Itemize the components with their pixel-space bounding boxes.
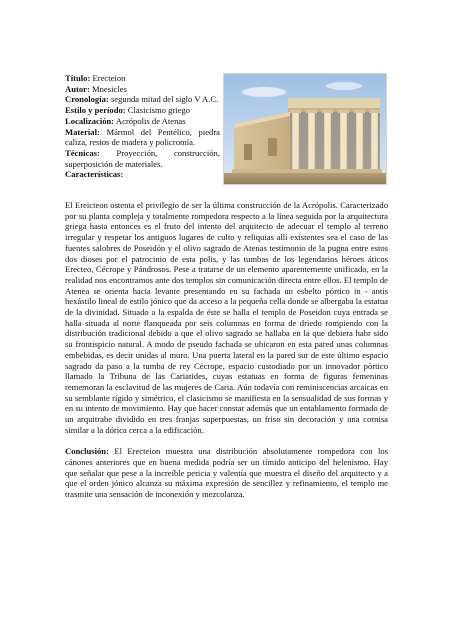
location-label: Localización: (65, 115, 115, 126)
author-value: Mnesicles (91, 83, 127, 94)
chronology-value: segunda mitad del siglo V A.C. (110, 94, 219, 105)
author-label: Autor: (65, 83, 90, 94)
metadata-material (65, 127, 220, 148)
metadata-characteristics (65, 169, 220, 180)
description-paragraph: El Ereicteon ostenta el privilegio de ser la última construcción de la Acrópolis. Caracterizado por su planta compleja y totalmente rompedora respecto a la línea seguida por la arquitectura griega hasta entonces es el fruto del intento del arquitecto de adecuar el templo al terreno irregular y respetar los antiguos lugares de culto y reliquias allí existentes sea el caso de las fuentes salobres de Poseidón y el olivo sagrado de Atenas testimonio de la pugna entre estos dos dioses por el patrocinio de esta polis, y las tumbas de los legendarios héroes áticos Erecteo, Cécrope y Pándrosos. Pese a tratarse de un elemento aparentemente unificado, en la realidad nos encontramos ante dos templos sin comunicación directa entre ellos. El templo de Atenea se orienta hacia levante presentando en su fachada un esbelto pórtico in - antis hexástilo lineal de estilo jónico que da acceso a la pequeña cella donde se albergaba la estatua de la divinidad. Situado a la espalda de éste se halla el templo de Poseidon cuya entrada se halla situada al norte flanqueada por seis columnas en forma de driedo rompiendo con la distribución tradicional debido a que el olivo sagrado se hallaba en la que debiera habr sido su frontispicio natural. A modo de pseudo fachada se ubicaron en esta pared unas columnas embebidas, es decir unidas al muro. Una puerta lateral en la pared sur de este último espacio sagrado da paso a la tumba de rey Cécrope, espacio custodiado por un innovador pórtico llamado la Tribuna de las Cariatides, cuyas estatuas en forma de figuras femeninas rememoran la esclavitud de las mujeres de Caria. Aún todavía con reminiscencias arcaicas en su semblante rígido y simétrico, el clasicismo se manifiesta en la sensualidad de sus formas y en su intento de movimiento. Hay que hacer constar además que un entablamento formado de un arquitrabe dividido en tres franjas superpuestas, un friso sin decoración y una cornisa similar a la dórica cerca a la edificación. (65, 200, 388, 435)
conclusion-text: El Erecteion muestra una distribución absolutamente rompedora con los cánones anteriores que en buena medida podría ser un tímido anticipo del helenismo. Hay que señalar que pese a la increíble pericia y valentía que muestra el diseño del arquitecto y a que el orden jónico alcanza su máxima expresión de sencillez y refinamiento, el templo me trasmite una sensación de inconexión y mezcolanza. (65, 446, 389, 499)
material-value: Mármol del Pentélico, piedra caliza, restos de madera y policromía. (65, 126, 220, 148)
title-label: Título: (65, 73, 91, 83)
chronology-label: Cronología: (65, 94, 109, 105)
style-label: Estilo y período: (65, 105, 126, 116)
metadata-chronology (65, 94, 220, 105)
location-value: Acrópolis de Atenas (115, 115, 186, 126)
material-label: Material: (65, 126, 100, 137)
description-body (65, 200, 388, 510)
title-value: Erecteion (92, 73, 126, 83)
techniques-label: Técnicas: (65, 147, 100, 158)
techniques-value: Proyección, construcción, superposición de materiales. (65, 147, 220, 169)
conclusion-label: Conclusión: (65, 446, 109, 457)
erechtheion-photo (223, 73, 387, 185)
style-value: Clasicismo griego (127, 105, 191, 116)
metadata-location (65, 116, 220, 127)
metadata-title (65, 73, 220, 84)
characteristics-label: Características: (65, 169, 124, 180)
temple-photo-icon (224, 74, 386, 184)
metadata-author (65, 84, 220, 95)
artwork-metadata (65, 73, 220, 180)
conclusion-paragraph (65, 446, 388, 500)
metadata-style (65, 105, 220, 116)
metadata-techniques (65, 148, 220, 169)
